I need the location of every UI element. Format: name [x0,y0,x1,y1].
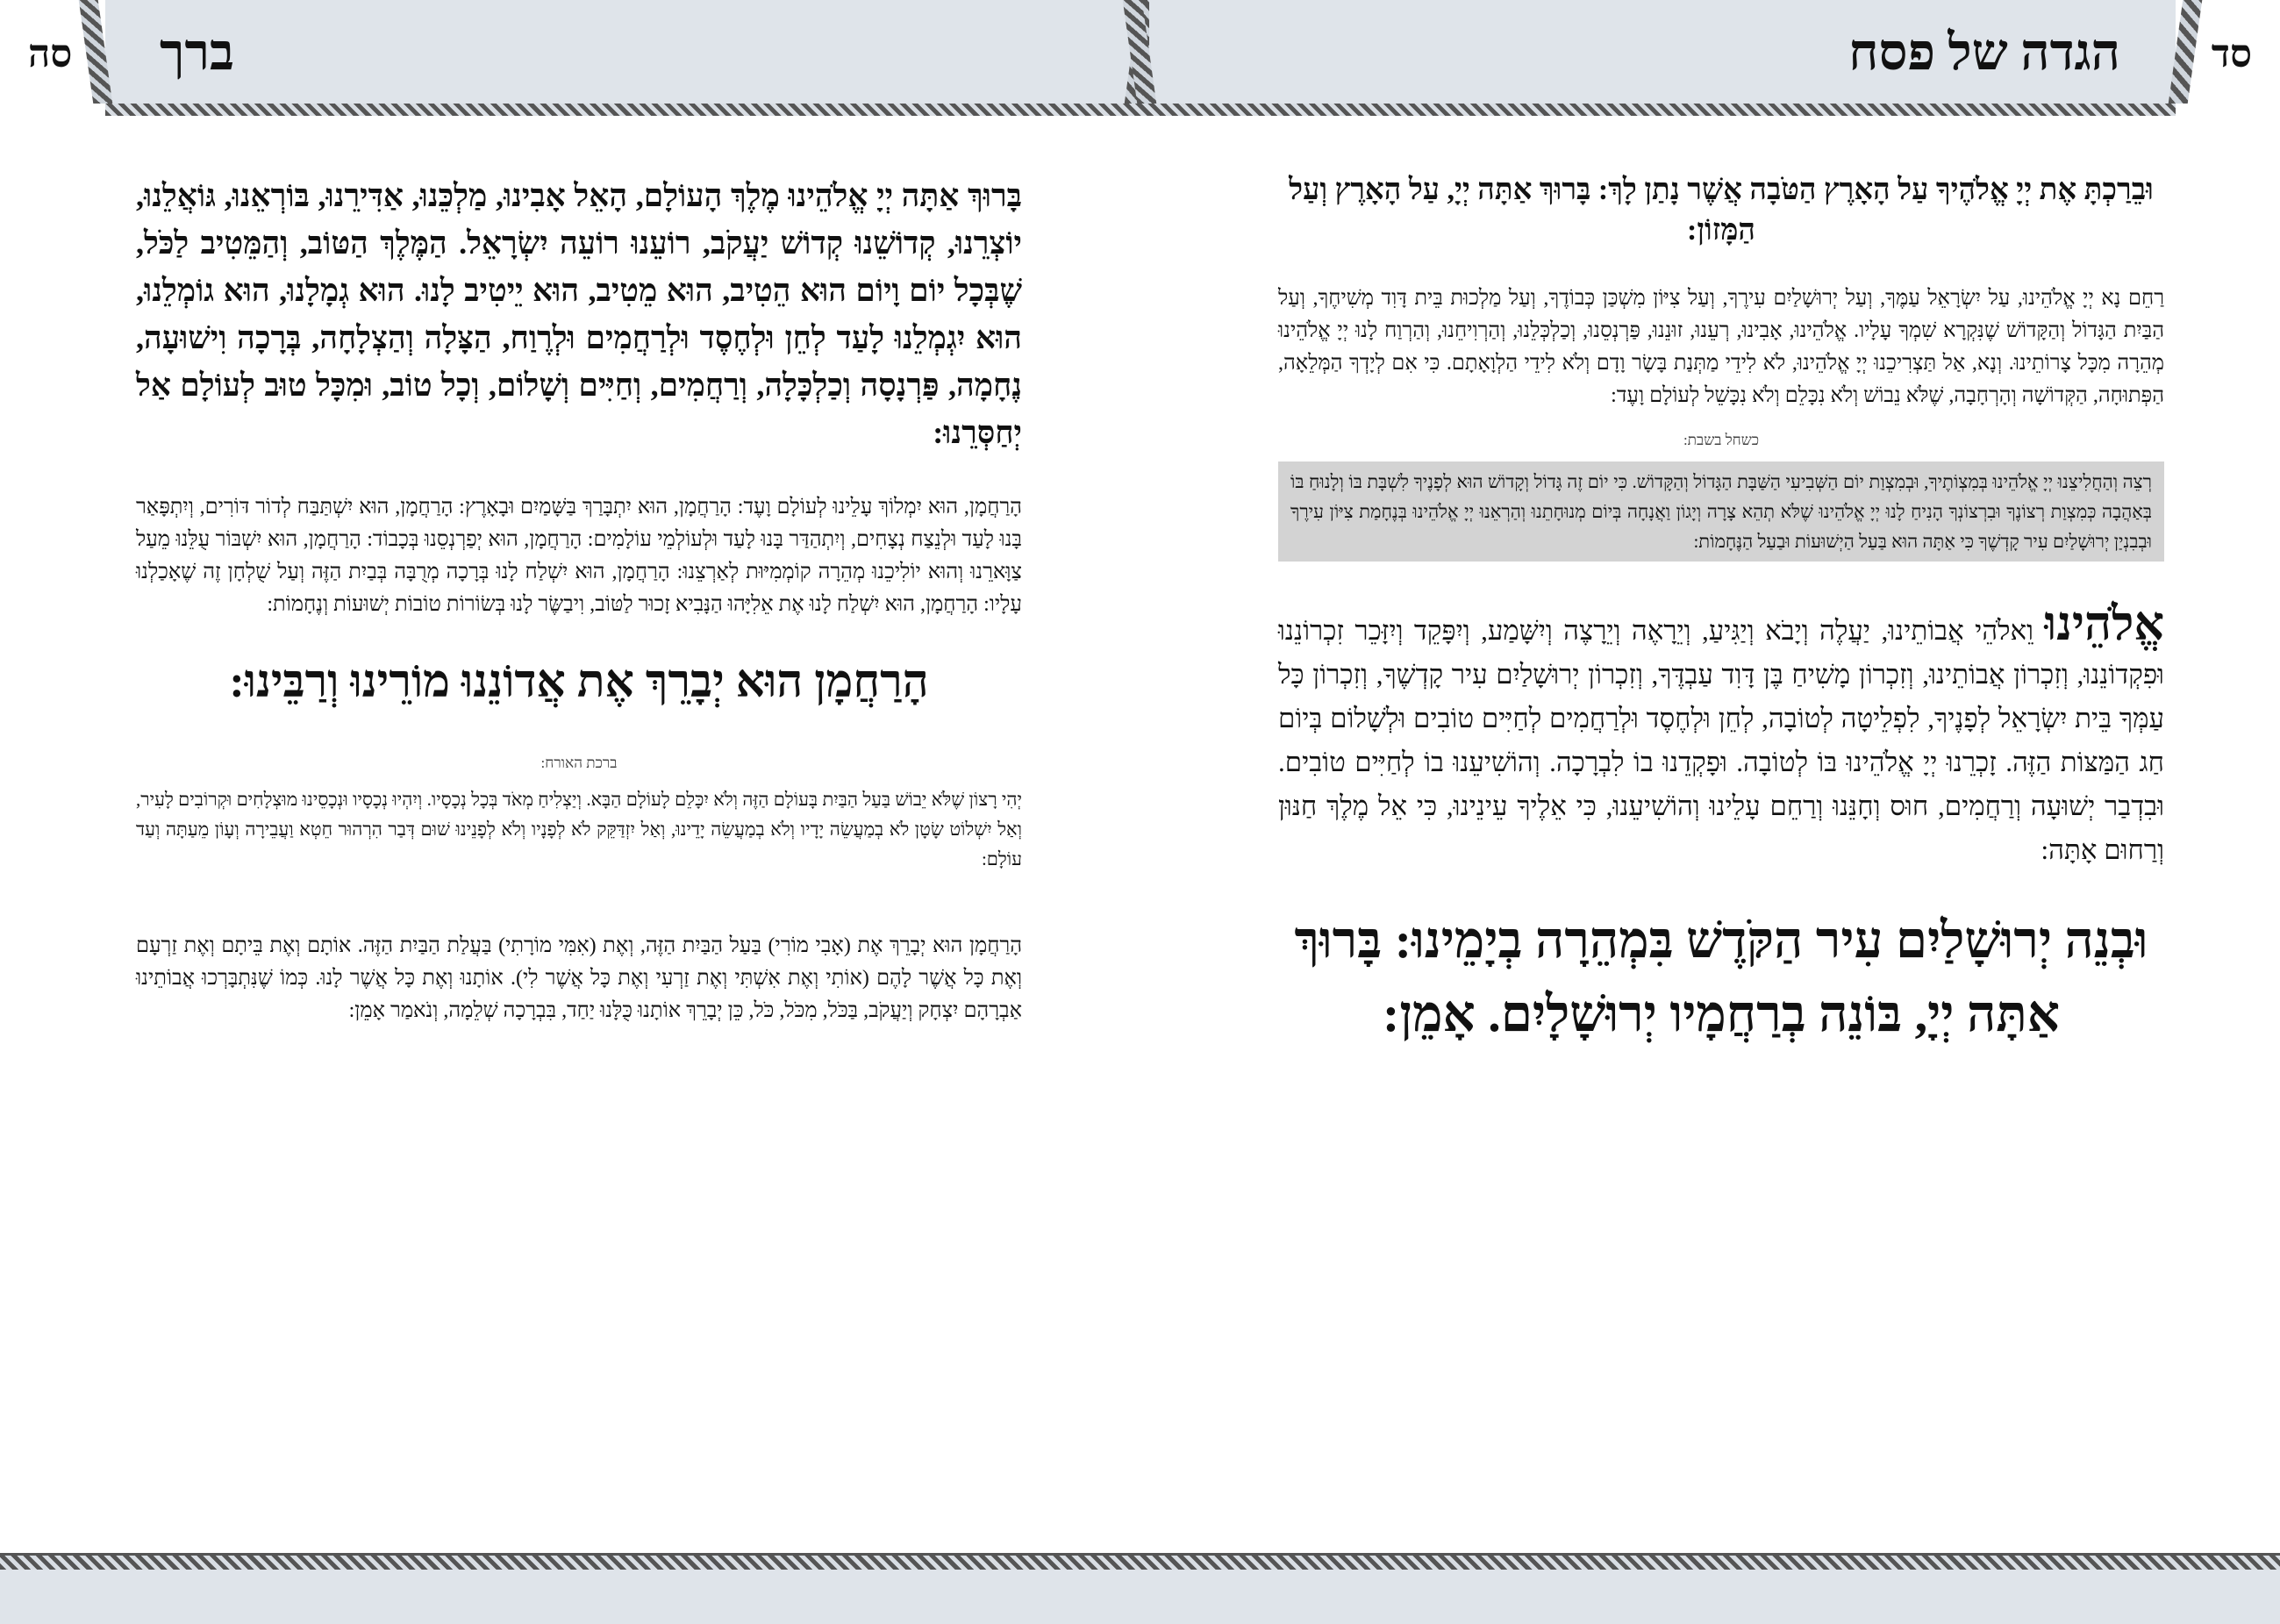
left-page-title: ברך [160,24,234,81]
retzeh-shaded-box [1278,461,2164,562]
yaaleh-veyavo-paragraph [1278,597,2165,872]
uvneh-yerushalayim-heading: וּבְנֵה יְרוּשָׁלַיִם עִיר הַקֹּדֶשׁ בִּמְהֵרָה בְיָמֵינוּ: בָּרוּךְ אַתָּה יְיָ, בּוֹנֵה בְרַחֲמָיו יְרוּשָׁלָיִם. אָמֵן: [1294,912,2148,1042]
harachaman-paragraph: הָרַחֲמָן, הוּא יִמְלוֹךְ עָלֵינוּ לְעוֹלָם וָעֶד: הָרַחֲמָן, הוּא יִתְבָּרַךְ בַּשָּׁמַיִם וּבָאָרֶץ: הָרַחֲמָן, הוּא יִשְׁתַּבַּח לְדוֹר דּוֹרִים, וְיִתְפָּאַר בָּנוּ לָעַד וּלְנֵצַח נְצָחִים, וְיִתְהַדַּר בָּנוּ לָעַד וּלְעוֹלְמֵי עוֹלָמִים: הָרַחֲמָן, הוּא יְפַרְנְסֵנוּ בְּכָבוֹד: הָרַחֲמָן, הוּא יִשְׁבּוֹר עֻלֵּנוּ מֵעַל צַוָּארֵנוּ וְהוּא יוֹלִיכֵנוּ מְהֵרָה קוֹמְמִיּוּת לְאַרְצֵנוּ: הָרַחֲמָן, הוּא יִשְׁלַח לָנוּ בְּרָכָה מְרֻבָּה בְּבַיִת הַזֶּה וְעַל שֻׁלְחָן זֶה שֶׁאָכַלְנוּ עָלָיו: הָרַחֲמָן, הוּא יִשְׁלַח לָנוּ אֶת אֵלִיָּהוּ הַנָּבִיא זָכוּר לַטּוֹב, וִיבַשֶּׂר לָנוּ בְּשׂוֹרוֹת טוֹבוֹת יְשׁוּעוֹת וְנֶחָמוֹת: [136,496,1022,616]
footer-rope-border [0,1553,2280,1570]
shabbat-label: כשחל בשבת: [1683,432,1760,448]
left-page-column [136,158,1022,1027]
baruch-hatov-paragraph: בָּרוּךְ אַתָּה יְיָ אֱלֹהֵינוּ מֶלֶךְ הָעוֹלָם, הָאֵל אָבִינוּ, מַלְכֵּנוּ, אַדִּירֵנוּ, בּוֹרְאֵנוּ, גּוֹאֲלֵנוּ, יוֹצְרֵנוּ, קְדוֹשֵׁנוּ קְדוֹשׁ יַעֲקֹב, רוֹעֵנוּ רוֹעֵה יִשְׂרָאֵל. הַמֶּלֶךְ הַטּוֹב, וְהַמֵּטִיב לַכֹּל, שֶׁבְּכָל יוֹם וָיוֹם הוּא הֵטִיב, הוּא מֵטִיב, הוּא יֵיטִיב לָנוּ. הוּא גְמָלָנוּ, הוּא גוֹמְלֵנוּ, הוּא יִגְמְלֵנוּ לָעַד לְחֵן וּלְחֶסֶד וּלְרַחֲמִים וּלְרֶוַח, הַצָּלָה וְהַצְלָחָה, בְּרָכָה וִישׁוּעָה, נֶחָמָה, פַּרְנָסָה וְכַלְכָּלָה, וְרַחֲמִים, וְחַיִּים וְשָׁלוֹם, וְכָל טוֹב, וּמִכָּל טוּב לְעוֹלָם אַל יְחַסְּרֵנוּ: [136,178,1022,450]
right-page-number: סד [2211,32,2252,75]
harachaman-heading: הָרַחֲמָן הוּא יְבָרֵךְ אֶת אֲדוֹנֵנוּ מוֹרֵינוּ וְרַבֵּינוּ: [229,657,929,707]
right-page-column [1278,158,2164,1051]
yaaleh-body: וֵאלֹהֵי אֲבוֹתֵינוּ, יַעֲלֶה וְיָבֹא וְיַגִּיעַ, וְיֵרָאֶה וְיֵרָצֶה וְיִשָּׁמַע, וְיִפָּקֵד וְיִזָּכֵר זִכְרוֹנֵנוּ וּפִקְדוֹנֵנוּ, וְזִכְרוֹן אֲבוֹתֵינוּ, וְזִכְרוֹן מָשִׁיחַ בֶּן דָּוִד עַבְדֶּךָ, וְזִכְרוֹן יְרוּשָׁלַיִם עִיר קָדְשֶׁךָ, וְזִכְרוֹן כָּל עַמְּךָ בֵּית יִשְׂרָאֵל לְפָנֶיךָ, לִפְלֵיטָה לְטוֹבָה, לְחֵן וּלְחֶסֶד וּלְרַחֲמִים לְחַיִּים טוֹבִים וּלְשָׁלוֹם בְּיוֹם חַג הַמַּצּוֹת הַזֶּה. זָכְרֵנוּ יְיָ אֱלֹהֵינוּ בּוֹ לְטוֹבָה. וּפָקְדֵנוּ בוֹ לִבְרָכָה. וְהוֹשִׁיעֵנוּ בוֹ לְחַיִּים טוֹבִים. וּבִדְבַר יְשׁוּעָה וְרַחֲמִים, חוּס וְחָנֵּנוּ וְרַחֵם עָלֵינוּ וְהוֹשִׁיעֵנוּ, כִּי אֵלֶיךָ עֵינֵינוּ, כִּי אֵל מֶלֶךְ חַנּוּן וְרַחוּם אָתָּה: [1278,615,2164,865]
yehi-ratzon-paragraph: יְהִי רָצוֹן שֶׁלֹּא יֵבוֹשׁ בַּעַל הַבַּיִת בָּעוֹלָם הַזֶּה וְלֹא יִכָּלֵם לָעוֹלָם הַבָּא. וְיַצְלִיחַ מְאֹד בְּכָל נְכָסָיו. וְיִהְיוּ נְכָסָיו וּנְכָסֵינוּ מוּצְלָחִים וּקְרוֹבִים לָעִיר, וְאַל יִשְׁלוֹט שָׂטָן לֹא בְמַעֲשֵׂה יָדָיו וְלֹא בְמַעֲשֵׂה יָדֵינוּ, וְאַל יִזְדַּקֵּק לֹא לְפָנָיו וְלֹא לְפָנֵינוּ שׁוּם דְּבַר הִרְהוּר חֵטְא וַעֲבֵירָה וְעָוֹן מֵעַתָּה וְעַד עוֹלָם: [136,789,1022,869]
harachaman-yevarech-paragraph: הָרַחֲמָן הוּא יְבָרֵךְ אֶת (אָבִי מוֹרִי) בַּעַל הַבַּיִת הַזֶּה, וְאֶת (אִמִּי מוֹרָתִי) בַּעֲלַת הַבַּיִת הַזֶּה. אוֹתָם וְאֶת בֵּיתָם וְאֶת זַרְעָם וְאֶת כָּל אֲשֶׁר לָהֶם (אוֹתִי וְאֶת אִשְׁתִּי וְאֶת זַרְעִי וְאֶת כָּל אֲשֶׁר לִי). אוֹתָנוּ וְאֶת כָּל אֲשֶׁר לָנוּ. כְּמוֹ שֶׁנִּתְבָּרְכוּ אֲבוֹתֵינוּ אַבְרָהָם יִצְחָק וְיַעֲקֹב, בַּכֹּל, מִכֹּל, כֹּל, כֵּן יְבָרֵךְ אוֹתָנוּ כֻּלָּנוּ יַחַד, בִּבְרָכָה שְׁלֵמָה, וְנֹאמַר אָמֵן: [136,934,1022,1022]
birkat-haoreach-label: ברכת האורח: [540,755,618,771]
right-page-title: הגדה של פסח [1848,24,2120,81]
left-page-number: סה [28,32,73,75]
yaaleh-first-word: אֱלֹהֵינוּ [2044,597,2165,650]
footer-band [0,1570,2280,1624]
retzeh-paragraph: רְצֵה וְהַחֲלִיצֵנוּ יְיָ אֱלֹהֵינוּ בְּמִצְוֹתֶיךָ, וּבְמִצְוַת יוֹם הַשְּׁבִיעִי הַשַּׁבָּת הַגָּדוֹל וְהַקָּדוֹשׁ. כִּי יוֹם זֶה גָּדוֹל וְקָדוֹשׁ הוּא לְפָנֶיךָ לִשְׁבָּת בּוֹ וְלָנוּחַ בּוֹ בְּאַהֲבָה כְּמִצְוַת רְצוֹנֶךָ וּבִרְצוֹנְךָ הָנִיחַ לָנוּ יְיָ אֱלֹהֵינוּ שֶׁלֹּא תְהֵא צָרָה וְיָגוֹן וַאֲנָחָה בְּיוֹם מְנוּחָתֵנוּ וְהַרְאֵנוּ יְיָ אֱלֹהֵינוּ בְּנֶחָמַת צִיּוֹן עִירֶךָ וּבְבִנְיַן יְרוּשָׁלַיִם עִיר קָדְשֶׁךָ כִּי אַתָּה הוּא בַּעַל הַיְשׁוּעוֹת וּבַעַל הַנֶּחָמוֹת: [1290,471,2152,552]
left-header-panel [105,0,1132,107]
rachem-paragraph: רַחֵם נָא יְיָ אֱלֹהֵינוּ, עַל יִשְׂרָאֵל עַמֶּךָ, וְעַל יְרוּשָׁלַיִם עִירֶךָ, וְעַל צִיּוֹן מִשְׁכַּן כְּבוֹדֶךָ, וְעַל מַלְכוּת בֵּית דָּוִד מְשִׁיחֶךָ, וְעַל הַבַּיִת הַגָּדוֹל וְהַקָּדוֹשׁ שֶׁנִּקְרָא שִׁמְךָ עָלָיו. אֱלֹהֵינוּ, אָבִינוּ, רְעֵנוּ, זוּנֵנוּ, פַּרְנְסֵנוּ, וְכַלְכְּלֵנוּ, וְהַרְוִיחֵנוּ, וְהַרְוַח לָנוּ יְיָ אֱלֹהֵינוּ מְהֵרָה מִכָּל צָרוֹתֵינוּ. וְנָא, אַל תַּצְרִיכֵנוּ יְיָ אֱלֹהֵינוּ, לֹא לִידֵי מַתְּנַת בָּשָׂר וָדָם וְלֹא לִידֵי הַלְוָאָתָם. כִּי אִם לְיָדְךָ הַמְּלֵאָה, הַפְּתוּחָה, הַקְּדוֹשָׁה וְהָרְחָבָה, שֶׁלֹּא נֵבוֹשׁ וְלֹא נִכָּלֵם וְלֹא נִכָּשֵׁל לְעוֹלָם וָעֶד: [1278,287,2164,407]
bracha-haaretz-paragraph: וּבֵרַכְתָּ אֶת יְיָ אֱלֹהֶיךָ עַל הָאָרֶץ הַטֹּבָה אֲשֶׁר נָתַן לָךְ: בָּרוּךְ אַתָּה יְיָ, עַל הָאָרֶץ וְעַל הַמָּזוֹן: [1289,174,2154,247]
header-rope-border [105,104,2176,116]
